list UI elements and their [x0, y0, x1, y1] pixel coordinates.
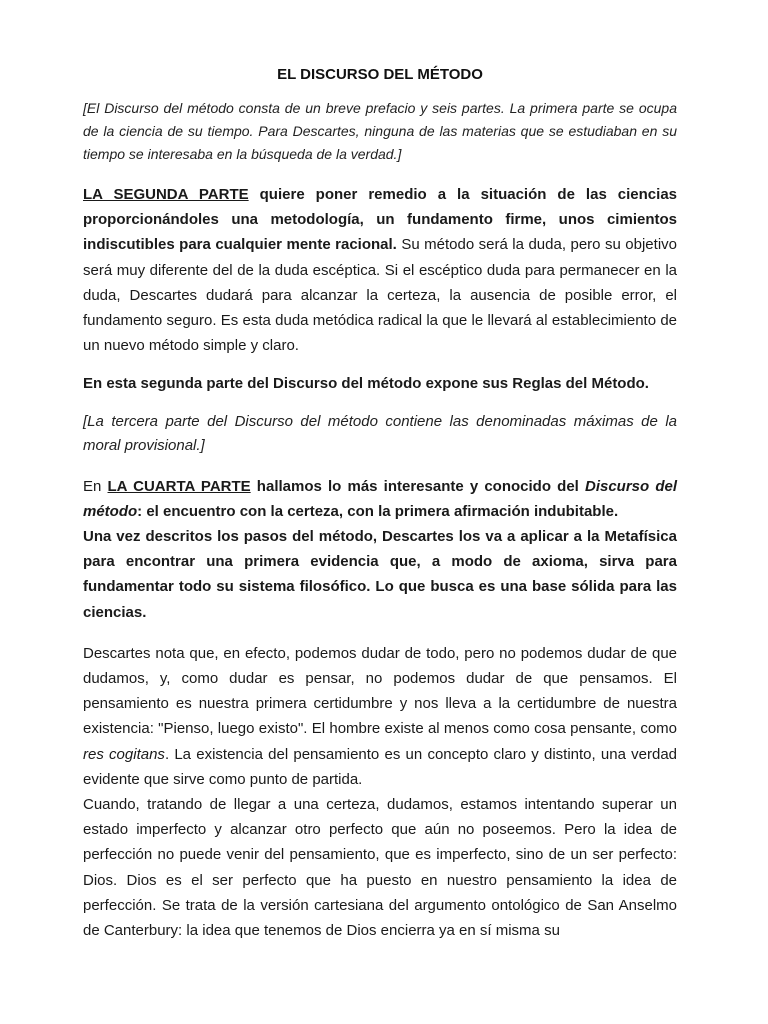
segunda-parte-paragraph [83, 182, 677, 358]
res-cogitans-term: res cogitans [83, 745, 165, 763]
cuarta-parte-heading: LA CUARTA PARTE [107, 477, 251, 495]
reglas-paragraph: En esta segunda parte del Discurso del método expone sus Reglas del Método. [83, 375, 649, 393]
cogito-text-1: Descartes nota que, en efecto, podemos dudar de todo, pero no podemos dudar de que dudamos, y, como dudar es pensar, no podemos dudar de que pensamos. El pensamiento es nuestra primera certidumbre y nos lleva a la certidumbre de nuestra existencia: "Pienso, luego existo". El hombre existe al menos como cosa pensante, como [83, 644, 677, 738]
segunda-parte-plain-text: Su método será la duda, pero su objetivo será muy diferente del de la duda escéptica. Si el escéptico duda para permanecer en la duda, Descartes dudará para alcanzar la certeza, la ausencia de posible error, el fundamento seguro. Es esta duda metódica radical la que le llevará al establecimiento de un nuevo método simple y claro. [83, 236, 677, 355]
cuarta-parte-bold-text-1: hallamos lo más interesante y conocido del [250, 477, 585, 495]
cogito-text-2: . La existencia del pensamiento es un concepto claro y distinto, una verdad evidente que sirve como punto de partida. [83, 745, 678, 788]
cuarta-parte-italic-title: Discurso del método [83, 477, 678, 520]
segunda-parte-heading: LA SEGUNDA PARTE [83, 186, 249, 203]
dios-paragraph: Cuando, tratando de llegar a una certeza, dudamos, estamos intentando superar un estado imperfecto y alcanzar otro perfecto que aún no poseemos. Pero la idea de perfección no puede venir del pensamiento, que es imperfecto, sino de un ser perfecto: Dios. Dios es el ser perfecto que ha puesto en nuestro pensamiento la idea de perfección. Se trata de la versión cartesiana del argumento ontológico de San Anselmo de Canterbury: la idea que tenemos de Dios encierra ya en sí misma su [83, 796, 677, 940]
intro-note: [El Discurso del método consta de un breve prefacio y seis partes. La primera parte se ocupa de la ciencia de su tiempo. Para Descartes, ninguna de las materias que se estudiaban en su tiempo se interesaba en la búsqueda de la verdad.] [83, 100, 677, 162]
cuarta-parte-paragraph [83, 474, 677, 524]
cuarta-parte-bold-text-2: : el encuentro con la certeza, con la primera afirmación indubitable. [137, 502, 619, 520]
metafisica-paragraph: Una vez descritos los pasos del método, Descartes los va a aplicar a la Metafísica para encontrar una primera evidencia que, a modo de axioma, sirva para fundamentar todo su sistema filosófico. Lo que busca es una base sólida para las ciencias. [83, 528, 677, 621]
cogito-paragraph [83, 641, 677, 792]
segunda-parte-bold-text: quiere poner remedio a la situación de las ciencias proporcionándoles una metodología, un fundamento firme, unos cimientos indiscutibles para cualquier mente racional. [83, 186, 678, 254]
document-title: EL DISCURSO DEL MÉTODO [277, 66, 483, 83]
tercera-parte-note: [La tercera parte del Discurso del método contiene las denominadas máximas de la moral provisional.] [83, 412, 677, 454]
cuarta-parte-prefix: En [83, 477, 108, 495]
